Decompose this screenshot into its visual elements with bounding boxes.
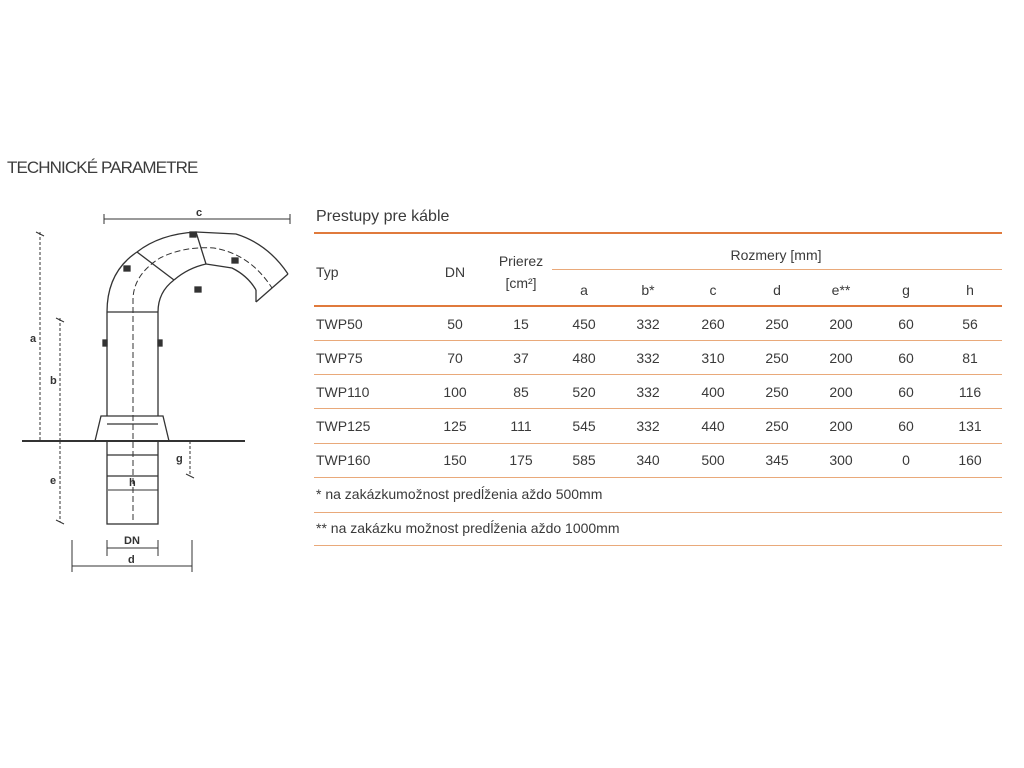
table-cell: 200 xyxy=(829,316,853,332)
table-cell: 340 xyxy=(636,452,660,468)
row-rule xyxy=(314,374,1002,375)
table-cell: 545 xyxy=(572,418,596,434)
table-cell: 300 xyxy=(829,452,853,468)
table-cell: 332 xyxy=(636,384,660,400)
dim-label-a: a xyxy=(30,333,37,345)
dim-label-dn: DN xyxy=(124,535,140,547)
table-cell: 60 xyxy=(898,350,914,366)
table-cell: 111 xyxy=(510,418,532,434)
table-cell: 500 xyxy=(701,452,725,468)
dim-label-c: c xyxy=(196,207,203,219)
header-rule xyxy=(552,269,1002,270)
footnote-e: ** na zakázku možnost predĺženia aždo 1000mm xyxy=(316,520,620,536)
dim-label-h: h xyxy=(129,477,136,489)
table-cell: 131 xyxy=(958,418,982,434)
table-cell: 250 xyxy=(765,350,789,366)
table-cell: 200 xyxy=(829,418,853,434)
header-col-c: c xyxy=(709,282,717,298)
table-cell: 200 xyxy=(829,384,853,400)
table-cell: TWP160 xyxy=(316,452,371,468)
table-cell: 250 xyxy=(765,316,789,332)
table-cell: 15 xyxy=(513,316,529,332)
table-cell: 56 xyxy=(962,316,978,332)
header-dn: DN xyxy=(444,264,466,280)
table-cell: 50 xyxy=(447,316,463,332)
table-cell: 400 xyxy=(701,384,725,400)
header-col-e: e** xyxy=(831,282,851,298)
table-cell: 116 xyxy=(958,384,982,400)
row-rule xyxy=(314,545,1002,546)
dim-label-g: g xyxy=(176,453,183,465)
table-cell: 125 xyxy=(443,418,467,434)
header-prierez-unit: [cm²] xyxy=(505,275,537,291)
table-cell: TWP110 xyxy=(316,384,370,400)
header-col-h: h xyxy=(966,282,974,298)
table-cell: 332 xyxy=(636,350,660,366)
header-bottom-rule xyxy=(314,305,1002,307)
table-cell: 345 xyxy=(765,452,789,468)
table-cell: TWP125 xyxy=(316,418,371,434)
table-cell: 250 xyxy=(765,384,789,400)
table-cell: 440 xyxy=(701,418,725,434)
table-cell: 85 xyxy=(513,384,529,400)
table-cell: 100 xyxy=(443,384,467,400)
table-cell: TWP75 xyxy=(316,350,363,366)
header-col-a: a xyxy=(580,282,588,298)
header-col-b: b* xyxy=(641,282,655,298)
row-rule xyxy=(314,477,1002,478)
table-cell: 520 xyxy=(572,384,596,400)
row-rule xyxy=(314,443,1002,444)
table-cell: 60 xyxy=(898,384,914,400)
section-title: TECHNICKÉ PARAMETRE xyxy=(7,158,198,177)
table-cell: 310 xyxy=(701,350,725,366)
header-prierez: Prierez xyxy=(498,253,544,269)
row-rule xyxy=(314,340,1002,341)
table-cell: 260 xyxy=(701,316,725,332)
table-cell: 332 xyxy=(636,418,660,434)
header-typ: Typ xyxy=(316,264,339,280)
table-cell: 250 xyxy=(765,418,789,434)
header-col-g: g xyxy=(902,282,910,298)
header-rozmery: Rozmery [mm] xyxy=(730,247,822,263)
table-cell: 175 xyxy=(509,452,533,468)
footnote-b: * na zakázkumožnost predĺženia aždo 500mm xyxy=(316,486,603,502)
table-cell: 332 xyxy=(636,316,660,332)
table-cell: 200 xyxy=(829,350,853,366)
table-cell: 60 xyxy=(898,316,914,332)
row-rule xyxy=(314,408,1002,409)
table-cell: 150 xyxy=(443,452,467,468)
table-cell: 81 xyxy=(962,350,978,366)
table-cell: 70 xyxy=(447,350,463,366)
table-cell: 160 xyxy=(958,452,982,468)
table-cell: 60 xyxy=(898,418,914,434)
dim-label-d: d xyxy=(128,554,135,566)
table-top-rule xyxy=(314,232,1002,234)
table-title: Prestupy pre káble xyxy=(316,208,450,225)
dim-label-b: b xyxy=(50,375,57,387)
table-cell: 585 xyxy=(572,452,596,468)
row-rule xyxy=(314,512,1002,513)
technical-drawing xyxy=(0,0,310,600)
table-cell: 450 xyxy=(572,316,596,332)
header-col-d: d xyxy=(773,282,781,298)
table-cell: 480 xyxy=(572,350,596,366)
table-cell: TWP50 xyxy=(316,316,363,332)
table-cell: 37 xyxy=(513,350,529,366)
dim-label-e: e xyxy=(50,475,57,487)
table-cell: 0 xyxy=(902,452,910,468)
